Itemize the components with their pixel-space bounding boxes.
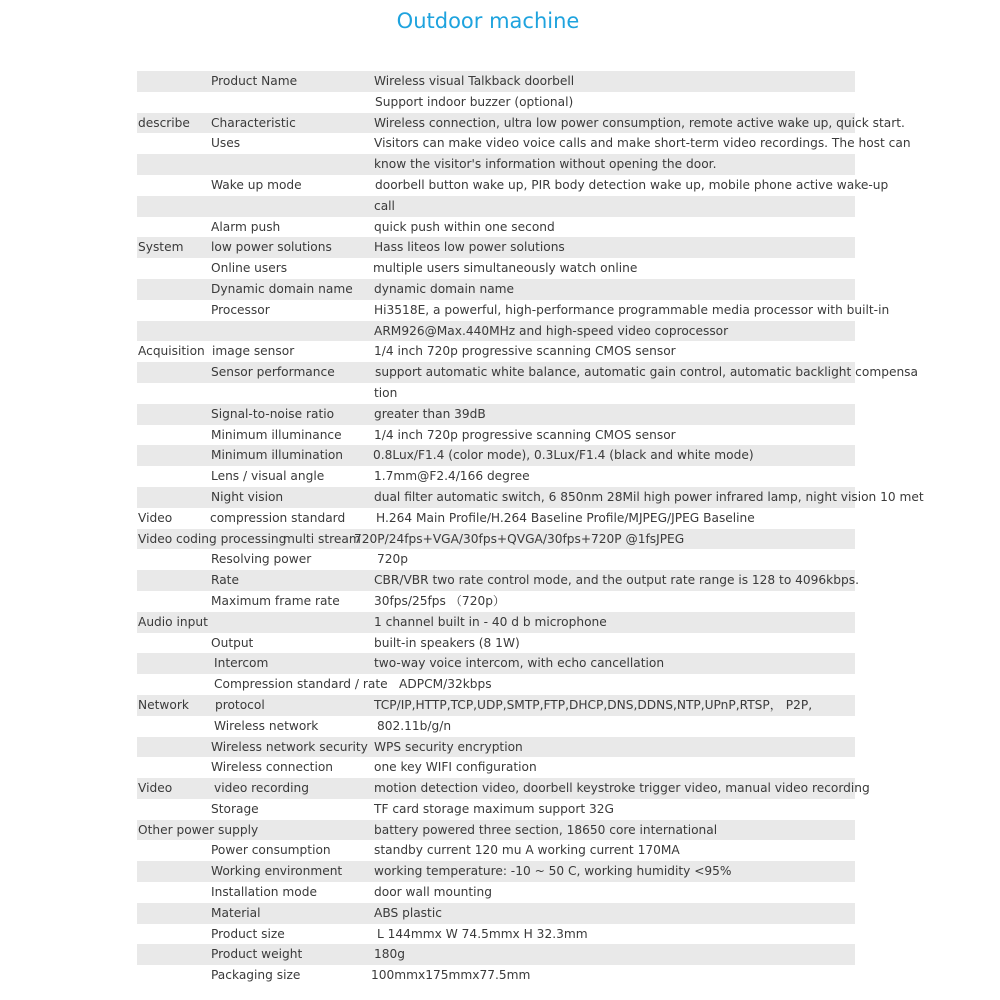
row-parameter-name: Minimum illumination — [211, 448, 344, 463]
row-parameter-name: Wireless connection — [211, 760, 334, 775]
table-row — [137, 903, 855, 924]
table-row — [137, 508, 855, 529]
row-parameter-name: Lens / visual angle — [211, 469, 325, 484]
page-title: Outdoor machine — [396, 9, 580, 33]
row-parameter-name: Installation mode — [211, 885, 317, 900]
table-row — [137, 133, 911, 154]
row-parameter-value: battery powered three section, 18650 core international — [374, 822, 718, 837]
table-row — [137, 591, 855, 612]
row-parameter-name: image sensor — [212, 344, 295, 359]
table-row — [137, 633, 855, 654]
row-parameter-value: Support indoor buzzer (optional) — [375, 94, 574, 109]
row-parameter-name: low power solutions — [211, 240, 332, 255]
row-parameter-value: working temperature: -10 ~ 50 C, working humidity <95% — [374, 864, 732, 879]
row-parameter-name: Intercom — [214, 656, 269, 671]
row-parameter-value: know the visitor's information without opening the door. — [374, 157, 717, 172]
row-parameter-value: CBR/VBR two rate control mode, and the output rate range is 128 to 4096kbps. — [374, 573, 859, 588]
table-row — [137, 300, 890, 321]
row-parameter-value: H.264 Main Profile/H.264 Baseline Profile/MJPEG/JPEG Baseline — [376, 510, 755, 525]
row-parameter-name: Characteristic — [211, 115, 296, 130]
row-parameter-value: multiple users simultaneously watch online — [373, 261, 638, 276]
row-parameter-name: Working environment — [211, 864, 343, 879]
table-row — [137, 965, 855, 986]
row-parameter-value: standby current 120 mu A working current 170MA — [374, 843, 680, 858]
table-row — [137, 529, 855, 550]
row-parameter-value: Visitors can make video voice calls and make short-term video recordings. The host can — [374, 136, 911, 151]
row-parameter-value: support automatic white balance, automatic gain control, automatic backlight compensa — [375, 365, 918, 380]
table-row — [137, 861, 855, 882]
row-parameter-value: L 144mmx W 74.5mmx H 32.3mm — [377, 926, 588, 941]
row-parameter-name: Rate — [211, 573, 239, 588]
row-parameter-name: Night vision — [211, 489, 284, 504]
row-parameter-value: two-way voice intercom, with echo cancellation — [374, 656, 665, 671]
row-parameter-name: Packaging size — [211, 968, 301, 983]
table-row — [137, 737, 855, 758]
row-parameter-value: Hass liteos low power solutions — [374, 240, 565, 255]
table-row — [137, 882, 855, 903]
row-parameter-value: dual filter automatic switch, 6 850nm 28Mil high power infrared lamp, night vision 10 met — [374, 489, 924, 504]
table-row — [137, 196, 855, 217]
row-parameter-value: built-in speakers (8 1W) — [374, 635, 520, 650]
row-parameter-value: ARM926@Max.440MHz and high-speed video coprocessor — [374, 323, 729, 338]
row-parameter-value: ABS plastic — [374, 905, 442, 920]
row-category: Other power supply — [138, 822, 259, 837]
row-parameter-value: WPS security encryption — [374, 739, 523, 754]
row-parameter-value: Wireless visual Talkback doorbell — [374, 74, 575, 88]
row-parameter-name: Uses — [211, 136, 241, 151]
row-parameter-name: Dynamic domain name — [211, 281, 353, 296]
row-parameter-value: ADPCM/32kbps — [399, 677, 492, 692]
row-parameter-name: Product size — [211, 926, 285, 941]
table-row — [137, 695, 855, 716]
row-parameter-name: Wake up mode — [211, 177, 302, 192]
row-parameter-value: motion detection video, doorbell keystroke trigger video, manual video recording — [374, 781, 870, 796]
table-row — [137, 279, 855, 300]
row-category: Video — [138, 510, 173, 525]
row-parameter-value: TF card storage maximum support 32G — [374, 801, 614, 816]
row-category: Acquisition — [138, 344, 205, 359]
table-row — [137, 341, 855, 362]
table-row — [137, 487, 924, 508]
row-parameter-name: video recording — [214, 781, 309, 796]
row-parameter-name: Storage — [211, 801, 259, 816]
table-row — [137, 175, 889, 196]
spec-table — [137, 71, 924, 986]
row-parameter-value: one key WIFI configuration — [374, 760, 537, 775]
row-category: Network — [138, 697, 189, 712]
table-row — [137, 799, 855, 820]
row-category: describe — [138, 115, 190, 130]
row-parameter-value: Hi3518E, a powerful, high-performance programmable media processor with built-in — [374, 302, 890, 317]
table-row — [137, 840, 855, 861]
table-row — [137, 570, 859, 591]
row-parameter-value: 30fps/25fps （720p） — [374, 593, 506, 608]
row-parameter-name: Processor — [211, 302, 270, 317]
table-row — [137, 71, 855, 92]
row-parameter-name: Product Name — [211, 74, 298, 88]
row-parameter-name: Signal-to-noise ratio — [211, 406, 335, 421]
table-row — [137, 466, 855, 487]
table-row — [137, 757, 855, 778]
table-row — [137, 113, 905, 134]
row-parameter-value: 1.7mm@F2.4/166 degree — [374, 469, 530, 484]
table-row — [137, 362, 918, 383]
row-parameter-value: 180g — [374, 947, 405, 962]
row-parameter-name: Minimum illuminance — [211, 427, 342, 442]
table-row — [137, 612, 855, 633]
table-row — [137, 944, 855, 965]
row-parameter-value: 720P/24fps+VGA/30fps+QVGA/30fps+720P @1fsJPEG — [354, 531, 685, 546]
table-row — [137, 404, 855, 425]
table-row — [137, 237, 855, 258]
row-parameter-name: Compression standard / rate — [214, 677, 388, 692]
row-parameter-value: Wireless connection, ultra low power consumption, remote active wake up, quick start. — [374, 115, 905, 130]
row-parameter-value: greater than 39dB — [374, 406, 486, 421]
table-row — [137, 217, 855, 238]
row-parameter-value: 720p — [377, 552, 408, 567]
table-row — [137, 445, 855, 466]
row-parameter-name: Alarm push — [211, 219, 281, 234]
table-row — [137, 92, 855, 113]
table-row — [137, 924, 855, 945]
row-category: Video coding processing — [138, 531, 287, 546]
row-parameter-value: call — [374, 198, 395, 213]
row-parameter-value: door wall mounting — [374, 885, 493, 900]
row-parameter-name: Resolving power — [211, 552, 312, 567]
row-parameter-value: 1 channel built in - 40 d b microphone — [374, 614, 607, 629]
row-parameter-name: Online users — [211, 261, 288, 276]
row-parameter-name: multi stream — [283, 531, 361, 546]
row-parameter-name: Material — [211, 905, 261, 920]
row-parameter-name: Wireless network — [214, 718, 319, 733]
row-parameter-value: quick push within one second — [374, 219, 555, 234]
row-category: Video — [138, 781, 173, 796]
table-row — [137, 154, 855, 175]
row-parameter-name: Maximum frame rate — [211, 593, 340, 608]
row-parameter-value: 0.8Lux/F1.4 (color mode), 0.3Lux/F1.4 (black and white mode) — [373, 448, 754, 463]
row-parameter-value: 1/4 inch 720p progressive scanning CMOS sensor — [374, 344, 676, 359]
table-row — [137, 383, 855, 404]
row-parameter-value: tion — [374, 385, 398, 400]
table-row — [137, 549, 855, 570]
row-parameter-value: doorbell button wake up, PIR body detection wake up, mobile phone active wake-up — [375, 177, 889, 192]
row-parameter-name: compression standard — [210, 510, 346, 525]
row-category: System — [138, 240, 184, 255]
table-row — [137, 425, 855, 446]
row-parameter-value: dynamic domain name — [374, 281, 515, 296]
row-parameter-value: 802.11b/g/n — [377, 718, 452, 733]
table-row — [137, 674, 855, 695]
table-row — [137, 653, 855, 674]
row-parameter-name: Power consumption — [211, 843, 331, 858]
row-parameter-value: TCP/IP,HTTP,TCP,UDP,SMTP,FTP,DHCP,DNS,DDNS,NTP,UPnP,RTSP， P2P, — [374, 697, 813, 712]
row-category: Audio input — [138, 614, 208, 629]
table-row — [137, 321, 855, 342]
table-row — [137, 258, 855, 279]
row-parameter-name: Wireless network security — [211, 739, 368, 754]
row-parameter-value: 1/4 inch 720p progressive scanning CMOS sensor — [374, 427, 676, 442]
row-parameter-value: 100mmx175mmx77.5mm — [371, 968, 531, 983]
table-row — [137, 716, 855, 737]
row-parameter-name: Output — [211, 635, 254, 650]
row-parameter-name: Sensor performance — [211, 365, 335, 380]
row-parameter-name: protocol — [215, 697, 265, 712]
row-parameter-name: Product weight — [211, 947, 303, 962]
table-row — [137, 778, 870, 799]
table-row — [137, 820, 855, 841]
